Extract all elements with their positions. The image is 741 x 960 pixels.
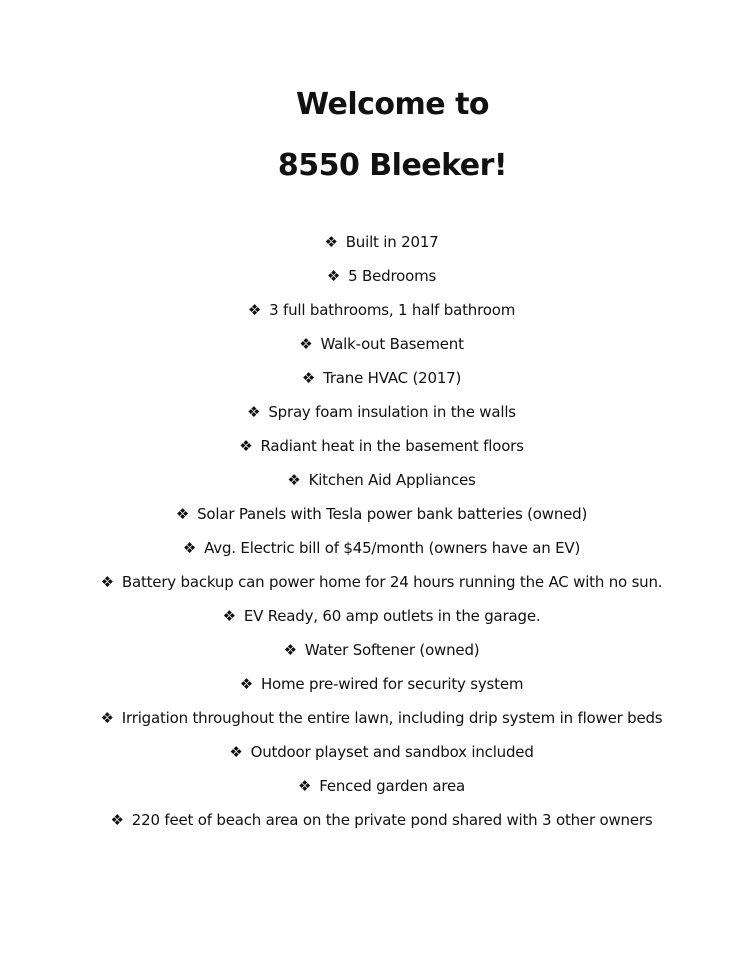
feature-text: 5 Bedrooms	[348, 267, 437, 285]
diamond-bullet-icon: ❖	[301, 369, 316, 387]
diamond-bullet-icon: ❖	[283, 641, 297, 659]
feature-text: Avg. Electric bill of $45/month (owners have an EV)	[204, 539, 581, 557]
feature-text: Kitchen Aid Appliances	[308, 471, 476, 489]
feature-item	[0, 296, 741, 330]
feature-item	[0, 534, 741, 568]
feature-text: Battery backup can power home for 24 hours running the AC with no sun.	[121, 573, 663, 591]
feature-item	[0, 772, 741, 806]
diamond-bullet-icon: ❖	[229, 743, 243, 761]
feature-item	[0, 670, 741, 704]
diamond-bullet-icon: ❖	[239, 675, 253, 693]
diamond-bullet-icon: ❖	[222, 607, 236, 625]
diamond-bullet-icon: ❖	[297, 777, 312, 795]
feature-list	[0, 228, 741, 840]
feature-item	[0, 602, 741, 636]
page-title-line-2: 8550 Bleeker!	[277, 148, 508, 183]
feature-item	[0, 398, 741, 432]
feature-text: Home pre-wired for security system	[260, 675, 524, 693]
diamond-bullet-icon: ❖	[299, 335, 313, 353]
feature-text: 220 feet of beach area on the private pond shared with 3 other owners	[131, 811, 653, 829]
diamond-bullet-icon: ❖	[324, 233, 338, 251]
feature-item	[0, 806, 741, 840]
feature-text: Walk-out Basement	[320, 335, 464, 353]
feature-text: 3 full bathrooms, 1 half bathroom	[269, 301, 516, 319]
diamond-bullet-icon: ❖	[247, 301, 262, 319]
feature-text: Built in 2017	[345, 233, 439, 251]
feature-item	[0, 466, 741, 500]
diamond-bullet-icon: ❖	[100, 573, 114, 591]
feature-item	[0, 704, 741, 738]
diamond-bullet-icon: ❖	[287, 471, 301, 489]
feature-text: EV Ready, 60 amp outlets in the garage.	[243, 607, 541, 625]
feature-item	[0, 330, 741, 364]
feature-item	[0, 636, 741, 670]
feature-text: Trane HVAC (2017)	[323, 369, 462, 387]
diamond-bullet-icon: ❖	[182, 539, 197, 557]
diamond-bullet-icon: ❖	[175, 505, 190, 523]
feature-item	[0, 228, 741, 262]
page-title-line-1: Welcome to	[295, 87, 490, 122]
feature-item	[0, 262, 741, 296]
feature-text: Fenced garden area	[319, 777, 466, 795]
diamond-bullet-icon: ❖	[326, 267, 341, 285]
feature-item	[0, 568, 741, 602]
feature-text: Outdoor playset and sandbox included	[250, 743, 534, 761]
feature-item	[0, 364, 741, 398]
diamond-bullet-icon: ❖	[110, 811, 124, 829]
feature-text: Solar Panels with Tesla power bank batteries (owned)	[197, 505, 588, 523]
feature-item	[0, 738, 741, 772]
feature-text: Water Softener (owned)	[304, 641, 480, 659]
feature-text: Spray foam insulation in the walls	[268, 403, 516, 421]
diamond-bullet-icon: ❖	[239, 437, 253, 455]
feature-item	[0, 500, 741, 534]
feature-text: Radiant heat in the basement floors	[260, 437, 524, 455]
feature-item	[0, 432, 741, 466]
diamond-bullet-icon: ❖	[100, 709, 114, 727]
diamond-bullet-icon: ❖	[247, 403, 261, 421]
feature-text: Irrigation throughout the entire lawn, including drip system in flower beds	[121, 709, 663, 727]
